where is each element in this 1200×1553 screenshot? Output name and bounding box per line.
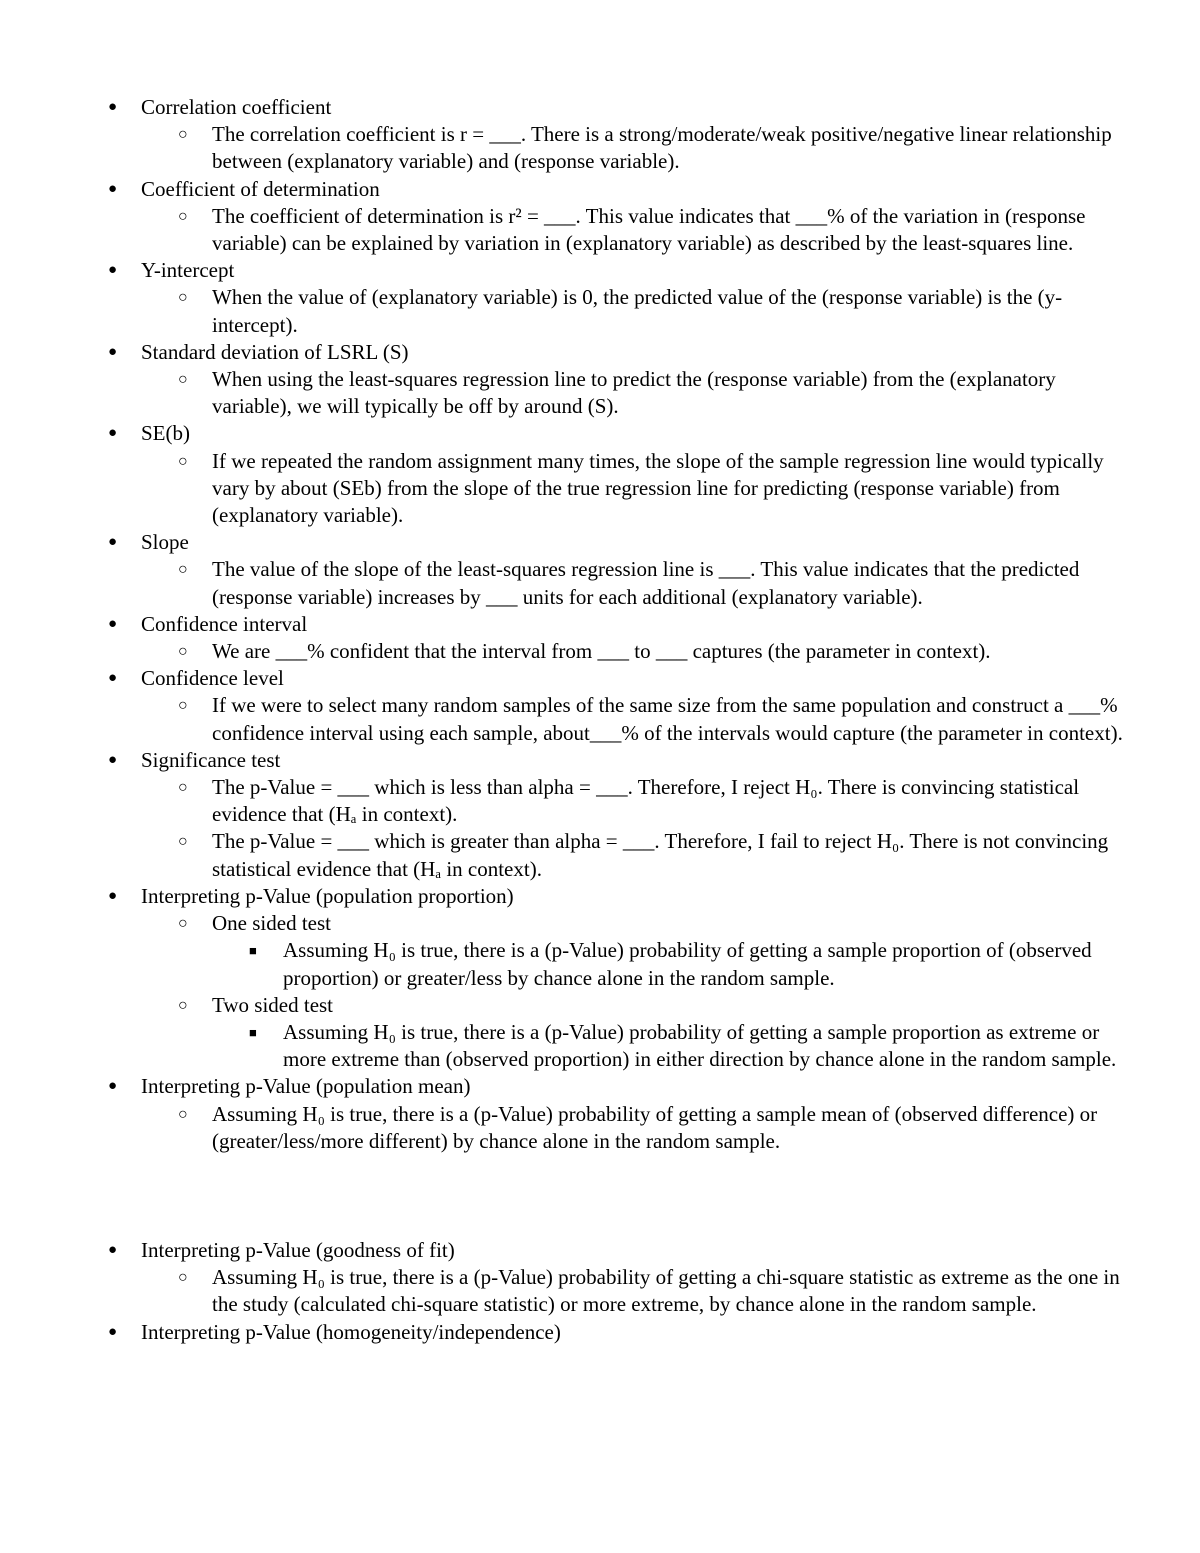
section-text: Assuming H₀ is true, there is a (p-Value) probability of getting a sample proportion as extreme or more extreme than (observed proportion) in either direction by chance alone in the random sample. [283, 1019, 1117, 1072]
section-text: The p-Value = ___ which is less than alpha = ___. Therefore, I reject H₀. There is convincing statistical evidence that (Hₐ in context). [212, 775, 1080, 827]
list-item [0, 529, 1200, 556]
circle-bullet-icon: ○ [178, 779, 188, 797]
subsection-label: One sided test [212, 911, 331, 936]
circle-bullet-icon: ○ [178, 697, 188, 715]
list-item [0, 747, 1200, 774]
bullet-icon: ● [108, 670, 118, 687]
bullet-icon: ● [108, 262, 118, 279]
section-heading: Interpreting p-Value (population proportion) [141, 883, 514, 908]
section-heading: Slope [141, 530, 189, 555]
list-item [0, 1319, 1200, 1346]
list-item [0, 910, 1200, 937]
list-item [0, 203, 1200, 257]
list-item [0, 937, 1200, 991]
square-bullet-icon: ■ [249, 1024, 257, 1040]
section-heading: Confidence level [141, 666, 284, 691]
circle-bullet-icon: ○ [178, 1105, 188, 1123]
list-item [0, 828, 1200, 882]
list-item [0, 883, 1200, 910]
bullet-icon: ● [108, 1323, 118, 1340]
section-text: If we were to select many random samples of the same size from the same population and construct a ___% confidence interval using each sample, about___% of the intervals would capture (the parameter in context). [212, 693, 1123, 745]
list-item [0, 420, 1200, 447]
circle-bullet-icon: ○ [178, 996, 188, 1014]
list-item [0, 1019, 1200, 1073]
section-text: When using the least-squares regression line to predict the (response variable) from the (explanatory variable), we will typically be off by around (S). [212, 367, 1056, 419]
section-text: The p-Value = ___ which is greater than alpha = ___. Therefore, I fail to reject H₀. There is not convincing statistical evidence that (Hₐ in context). [212, 829, 1109, 881]
square-bullet-icon: ■ [249, 943, 257, 959]
bullet-icon: ● [108, 99, 118, 115]
circle-bullet-icon: ○ [178, 371, 188, 389]
blank-space [0, 1155, 1200, 1237]
section-heading: Coefficient of determination [141, 176, 380, 201]
list-item [0, 611, 1200, 638]
list-item [0, 1264, 1200, 1318]
list-item [0, 284, 1200, 338]
list-item [0, 1073, 1200, 1100]
list-item [0, 692, 1200, 746]
circle-bullet-icon: ○ [178, 126, 188, 144]
circle-bullet-icon: ○ [178, 207, 188, 225]
list-item [0, 176, 1200, 203]
bullet-icon: ● [108, 534, 118, 551]
section-heading: Confidence interval [141, 611, 308, 636]
subsection-label: Two sided test [212, 992, 334, 1017]
circle-bullet-icon: ○ [178, 643, 188, 661]
list-item [0, 774, 1200, 828]
circle-bullet-icon: ○ [178, 452, 188, 470]
list-item [0, 448, 1200, 530]
bullet-icon: ● [108, 615, 118, 632]
list-item [0, 257, 1200, 284]
circle-bullet-icon: ○ [178, 289, 188, 307]
circle-bullet-icon: ○ [178, 833, 188, 851]
list-item [0, 121, 1200, 175]
section-text: Assuming H₀ is true, there is a (p-Value) probability of getting a chi-square statistic as extreme as the one in the study (calculated chi-square statistic) or more extreme, by chance alone in the random sample. [212, 1265, 1120, 1317]
list-item [0, 339, 1200, 366]
section-heading: SE(b) [141, 421, 190, 446]
list-item [0, 1101, 1200, 1155]
document-page [0, 94, 1200, 1346]
circle-bullet-icon: ○ [178, 561, 188, 579]
bullet-icon: ● [108, 425, 118, 442]
section-heading: Standard deviation of LSRL (S) [141, 339, 409, 364]
list-item [0, 94, 1200, 121]
list-item [0, 556, 1200, 610]
section-text: When the value of (explanatory variable) is 0, the predicted value of the (response variable) is the (y-intercept). [212, 285, 1063, 337]
section-text: We are ___% confident that the interval from ___ to ___ captures (the parameter in context). [212, 639, 991, 664]
section-text: Assuming H₀ is true, there is a (p-Value) probability of getting a sample mean of (observed difference) or (greater/less/more different) by chance alone in the random sample. [212, 1101, 1098, 1153]
list-item [0, 665, 1200, 692]
list-item [0, 992, 1200, 1019]
bullet-icon: ● [108, 1241, 118, 1258]
bullet-icon: ● [108, 180, 118, 197]
section-heading: Interpreting p-Value (homogeneity/independence) [141, 1319, 561, 1344]
circle-bullet-icon: ○ [178, 1269, 188, 1287]
list-item [0, 638, 1200, 665]
section-heading: Correlation coefficient [141, 95, 332, 119]
section-heading: Interpreting p-Value (population mean) [141, 1074, 471, 1099]
circle-bullet-icon: ○ [178, 915, 188, 933]
bullet-icon: ● [108, 751, 118, 768]
bullet-icon: ● [108, 1078, 118, 1095]
section-text: Assuming H₀ is true, there is a (p-Value) probability of getting a sample proportion of (observed proportion) or greater/less by chance alone in the random sample. [283, 938, 1092, 990]
section-text: The coefficient of determination is r² = ___. This value indicates that ___% of the variation in (response variable) can be explained by variation in (explanatory variable) as described by the least-squares line. [212, 203, 1086, 256]
list-item [0, 1237, 1200, 1264]
section-text: If we repeated the random assignment many times, the slope of the sample regression line would typically vary by about (SEb) from the slope of the true regression line for predicting (response variable) from (explanatory variable). [212, 448, 1104, 528]
section-heading: Interpreting p-Value (goodness of fit) [141, 1237, 455, 1262]
bullet-icon: ● [108, 887, 118, 904]
list-item [0, 366, 1200, 420]
bullet-icon: ● [108, 343, 118, 360]
section-heading: Y-intercept [141, 258, 235, 283]
section-heading: Significance test [141, 747, 281, 772]
section-text: The correlation coefficient is r = ___. There is a strong/moderate/weak positive/negative linear relationship between (explanatory variable) and (response variable). [212, 122, 1112, 174]
section-text: The value of the slope of the least-squares regression line is ___. This value indicates that the predicted (response variable) increases by ___ units for each additional (explanatory variable). [212, 557, 1080, 609]
